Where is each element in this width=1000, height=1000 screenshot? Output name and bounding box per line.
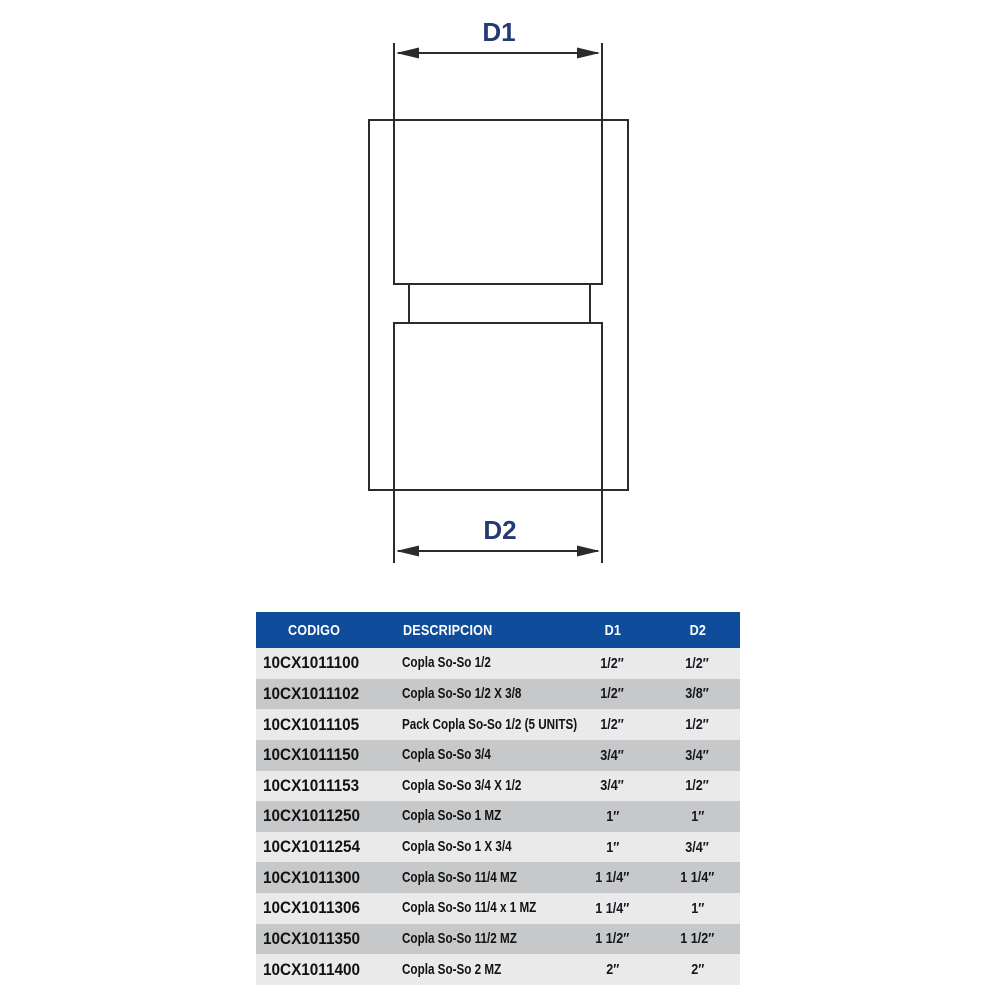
cell-descripcion: Copla So-So 1 MZ xyxy=(402,808,502,825)
cell-d2: 1 1/2″ xyxy=(680,930,715,948)
cell-descripcion: Copla So-So 2 MZ xyxy=(402,961,502,978)
table-row xyxy=(256,648,740,679)
cell-codigo: 10CX1011350 xyxy=(263,928,361,948)
cell-d2: 2″ xyxy=(690,961,705,979)
cell-d1: 1″ xyxy=(605,807,620,825)
spec-table-body xyxy=(256,648,740,985)
cell-codigo: 10CX1011100 xyxy=(263,653,360,673)
cell-d1: 3/4″ xyxy=(600,746,625,764)
cell-d1: 1 1/4″ xyxy=(595,869,630,887)
cell-d1: 3/4″ xyxy=(600,777,625,795)
cell-codigo: 10CX1011306 xyxy=(263,898,361,918)
cell-descripcion: Copla So-So 3/4 X 1/2 xyxy=(402,777,522,794)
cell-d2: 1/2″ xyxy=(685,716,710,734)
cell-d2: 1 1/4″ xyxy=(680,869,715,887)
cell-descripcion: Copla So-So 11/4 x 1 MZ xyxy=(402,900,537,917)
column-header-d2: D2 xyxy=(689,621,706,639)
column-header-codigo: CODIGO xyxy=(287,621,341,639)
cell-codigo: 10CX1011250 xyxy=(263,806,361,826)
cell-descripcion: Copla So-So 11/2 MZ xyxy=(402,930,517,947)
cell-codigo: 10CX1011105 xyxy=(263,714,360,734)
cell-d2: 3/4″ xyxy=(685,838,710,856)
cell-d1: 1 1/4″ xyxy=(595,899,630,917)
cell-descripcion: Pack Copla So-So 1/2 (5 UNITS) xyxy=(402,716,578,733)
column-header-d1: D1 xyxy=(604,621,621,639)
cell-descripcion: Copla So-So 11/4 MZ xyxy=(402,869,517,886)
cell-codigo: 10CX1011300 xyxy=(263,867,361,887)
d2-arrowhead-right xyxy=(577,546,600,557)
cell-descripcion: Copla So-So 1/2 X 3/8 xyxy=(402,685,522,702)
cell-descripcion: Copla So-So 3/4 xyxy=(402,747,491,764)
cell-descripcion: Copla So-So 1/2 xyxy=(402,655,491,672)
cell-d1: 1 1/2″ xyxy=(595,930,630,948)
table-row xyxy=(256,862,740,893)
table-row xyxy=(256,709,740,740)
cell-codigo: 10CX1011150 xyxy=(263,745,360,765)
neck-outline xyxy=(409,284,590,323)
upper-socket-outline xyxy=(394,120,602,284)
cell-codigo: 10CX1011400 xyxy=(263,959,361,979)
d2-arrowhead-left xyxy=(396,546,419,557)
d1-dimension-label: D1 xyxy=(482,17,516,47)
table-row xyxy=(256,924,740,955)
cell-codigo: 10CX1011153 xyxy=(263,775,360,795)
table-row xyxy=(256,679,740,710)
cell-d2: 3/4″ xyxy=(685,746,710,764)
table-row xyxy=(256,740,740,771)
cell-d2: 3/8″ xyxy=(685,685,710,703)
lower-socket-outline xyxy=(394,323,602,490)
cell-d2: 1/2″ xyxy=(685,777,710,795)
cell-d2: 1″ xyxy=(690,899,705,917)
cell-codigo: 10CX1011254 xyxy=(263,837,361,857)
table-row xyxy=(256,832,740,863)
spec-table xyxy=(256,612,740,985)
cell-codigo: 10CX1011102 xyxy=(263,683,360,703)
spec-table-header xyxy=(256,612,740,648)
cell-d1: 1/2″ xyxy=(600,716,625,734)
d2-dimension-label: D2 xyxy=(483,515,517,545)
cell-descripcion: Copla So-So 1 X 3/4 xyxy=(402,839,512,856)
table-row xyxy=(256,893,740,924)
cell-d1: 1/2″ xyxy=(600,685,625,703)
cell-d1: 1″ xyxy=(605,838,620,856)
column-header-descripcion: DESCRIPCION xyxy=(403,621,493,639)
cell-d1: 2″ xyxy=(605,961,620,979)
table-row xyxy=(256,771,740,802)
d1-arrowhead-left xyxy=(396,48,419,59)
table-row xyxy=(256,954,740,985)
cell-d2: 1″ xyxy=(690,807,705,825)
table-row xyxy=(256,801,740,832)
cell-d2: 1/2″ xyxy=(685,654,710,672)
cell-d1: 1/2″ xyxy=(600,654,625,672)
d1-arrowhead-right xyxy=(577,48,600,59)
